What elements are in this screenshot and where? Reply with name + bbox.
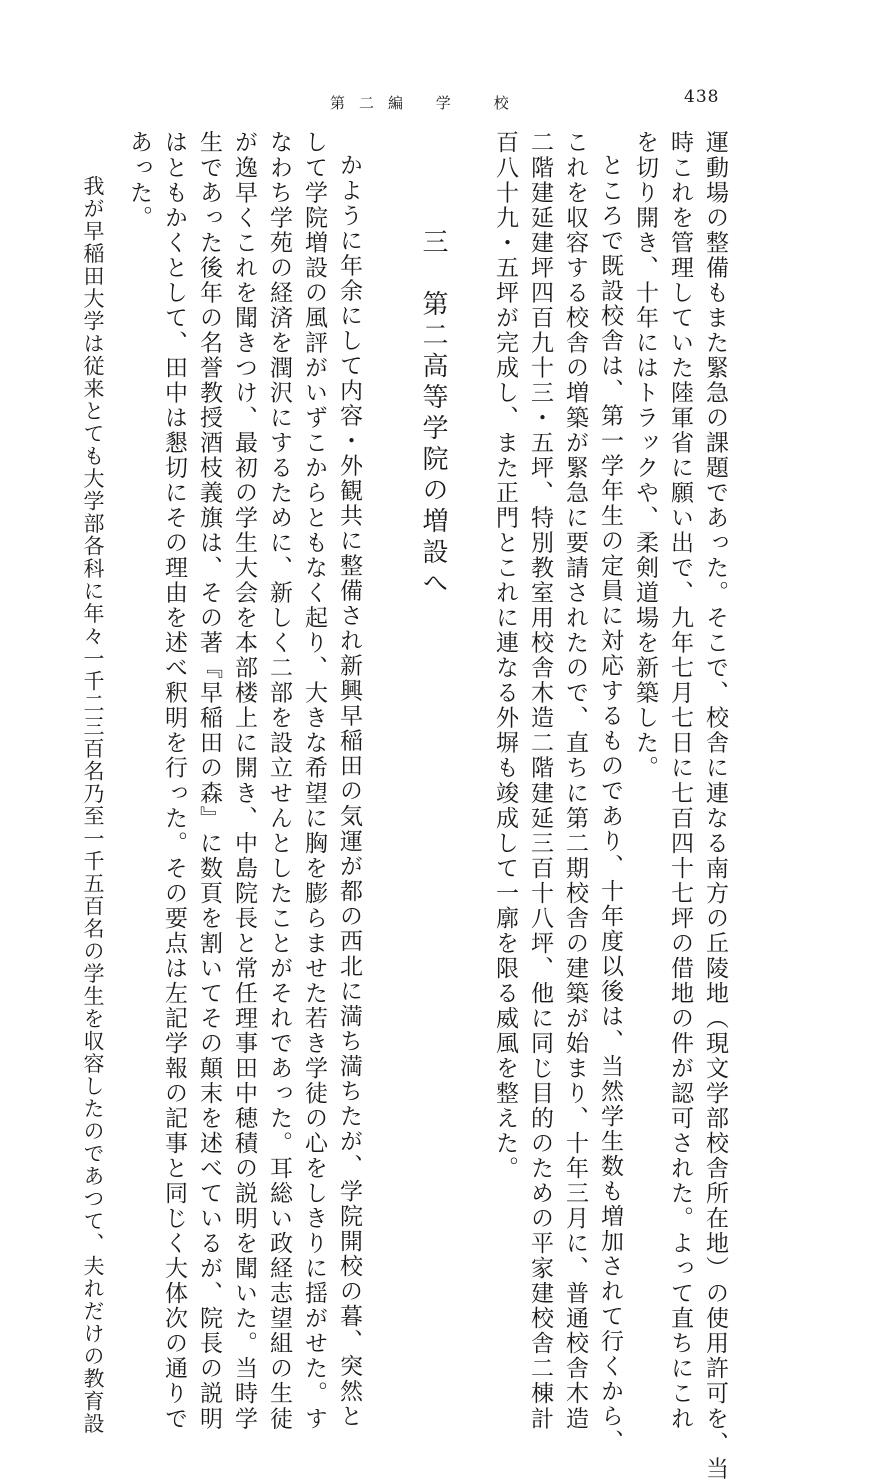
text-line: 二階建延建坪四百九十三・五坪、特別教室用校舎木造二階建延三百十八坪、他に同じ目的のための平家建校舎二棟計: [527, 130, 553, 1432]
text-line: ところで既設校舎は、第一学年生の定員に対応するものであり、十年度以後は、当然学生数も増加されて行くから、: [597, 153, 623, 1455]
text-line: して学院増設の風評がいずこからともなく起り、大きな希望に胸を膨らませた若き学徒の心をしきりに揺がせた。す: [301, 130, 327, 1432]
text-line: はともかくとして、田中は懇切にその理由を述べ釈明を行った。その要点は左記学報の記事と同じく大体次の通りで: [161, 130, 187, 1432]
quote-line: 我が早稲田大学は従来とても大学部各科に年々一千二三百名乃至一千五百名の学生を収容したのであつて、夫れだけの教育設: [81, 175, 105, 1435]
text-line: が逸早くこれを聞きつけ、最初の学生大会を本部楼上に開き、中島院長と常任理事田中穂積の説明を聞いた。当時学: [231, 130, 257, 1432]
section-heading: 三 第二高等学院の増設へ: [418, 228, 448, 600]
text-line: かように年余にして内容・外観共に整備され新興早稲田の気運が都の西北に満ち満ちたが、学院開校の暮、突然と: [336, 153, 362, 1430]
text-line: 百八十九・五坪が完成し、また正門とこれに連なる外塀も竣成して一廓を限る威風を整えた。: [492, 130, 518, 1181]
text-line: を切り開き、十年にはトラックや、柔剣道場を新築した。: [632, 130, 658, 781]
page-number: 438: [684, 87, 720, 107]
running-head: 第二編 学 校: [330, 94, 523, 112]
text-line: なわち学苑の経済を潤沢にするために、新しく二部を設立せんとしたことがそれであった。耳総い政経志望組の生徒: [266, 130, 292, 1432]
text-line: あった。: [126, 130, 152, 231]
text-line: 時これを管理していた陸軍省に願い出で、九年七月七日に七百四十七坪の借地の件が認可された。よって直ちにこれ: [667, 130, 693, 1432]
text-line: これを収容する校舎の増築が緊急に要請されたので、直ちに第二期校舎の建築が始まり、十年三月に、普通校舎木造: [562, 130, 588, 1432]
text-line: 生であった後年の名誉教授酒枝義旗は、その著『早稲田の森』に数頁を割いてその顛末を述べているが、院長の説明: [196, 130, 222, 1432]
text-line: 運動場の整備もまた緊急の課題であった。そこで、校舎に連なる南方の丘陵地（現文学部校舎所在地）の使用許可を、当: [702, 130, 728, 1481]
